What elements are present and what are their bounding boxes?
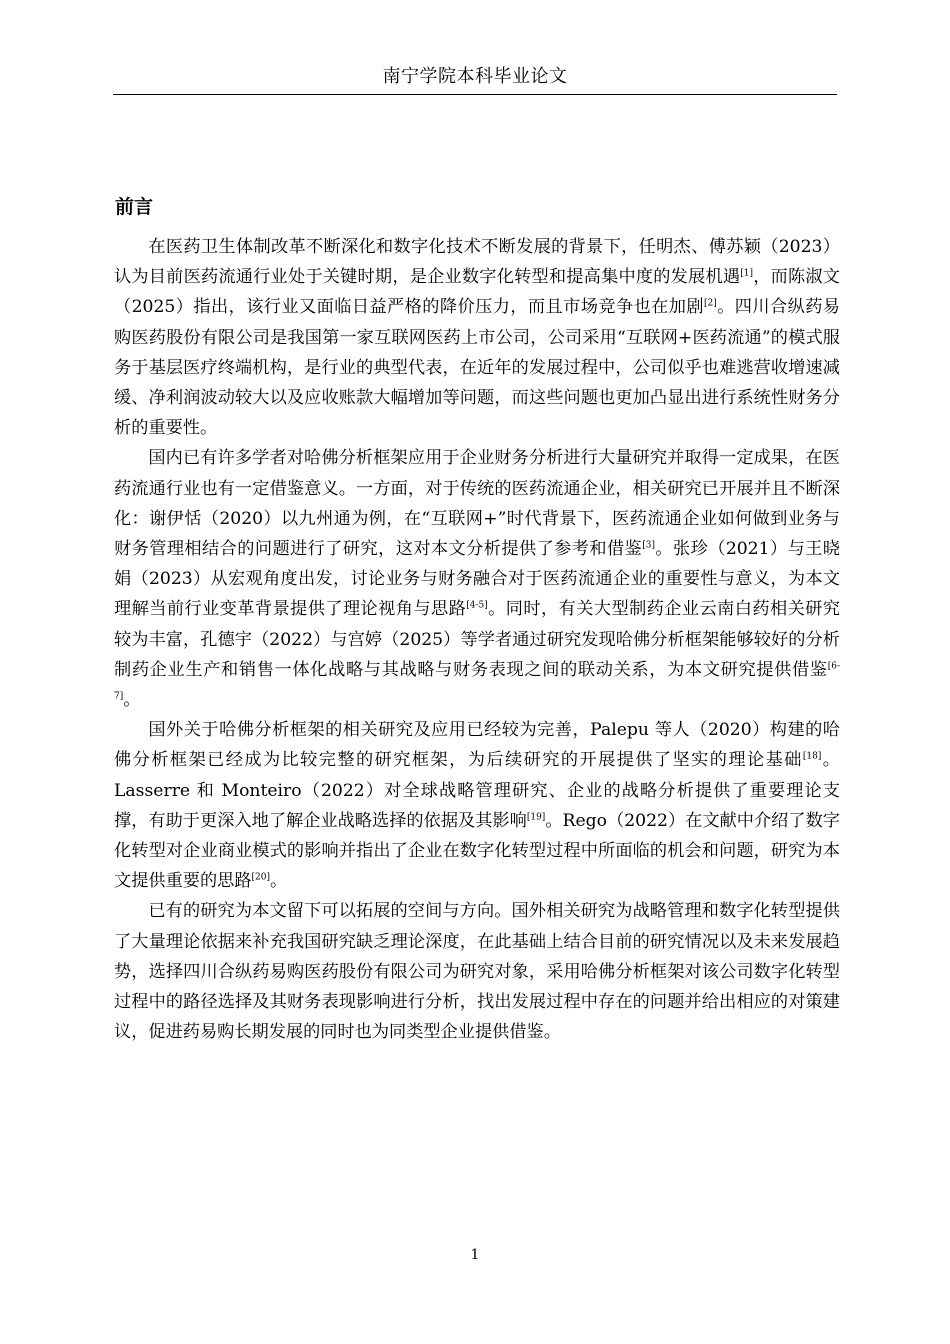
page-header [113, 62, 837, 95]
paragraph-text: 在医药卫生体制改革不断深化和数字化技术不断发展的背景下，任明杰、傅苏颖（2023）认为目前医药流通行业处于关键时期，是企业数字化转型和提高集中度的发展机遇 [114, 237, 840, 288]
citation-reference: [19] [526, 812, 546, 823]
paragraph [114, 443, 840, 715]
citation-reference: [3] [642, 540, 655, 551]
paragraph-text: 。Rego（2022）在文献中介绍了数字化转型对企业商业模式的影响并指出了企业在数字化转型过程中所面临的机会和问题，研究为本文提供重要的思路 [114, 810, 840, 892]
citation-reference: [6-7] [114, 661, 840, 702]
citation-reference: [18] [802, 751, 822, 762]
paragraph-text: 。同时，有关大型制药企业云南白药相关研究较为丰富，孔德宇（2022）与宫婷（2025）等学者通过研究发现哈佛分析框架能够较好的分析制药企业生产和销售一体化战略与其战略与财务表现之间的联动关系，为本文研究提供借鉴 [114, 599, 840, 680]
header-title: 南宁学院本科毕业论文 [382, 66, 568, 87]
paragraph-text: 。四川合纵药易购医药股份有限公司是我国第一家互联网医药上市公司，公司采用“互联网+医药流通”的模式服务于基层医疗终端机构，是行业的典型代表，在近年的发展过程中，公司似乎也难逃营收增速减缓、净利润波动较大以及应收账款大幅增加等问题，而这些问题也更加凸显出进行系统性财务分析的重要性。 [114, 297, 840, 439]
body-text [114, 232, 840, 1047]
paragraph-text: 国外关于哈佛分析框架的相关研究及应用已经较为完善，Palepu 等人（2020）构建的哈佛分析框架已经成为比较完整的研究框架，为后续研究的开展提供了坚实的理论基础 [114, 720, 840, 771]
citation-reference: [1] [740, 268, 753, 279]
citation-reference: [20] [251, 872, 270, 883]
paragraph-text: 已有的研究为本文留下可以拓展的空间与方向。国外相关研究为战略管理和数字化转型提供了大量理论依据来补充我国研究缺乏理论深度，在此基础上结合目前的研究情况以及未来发展趋势，选择四川合纵药易购医药股份有限公司为研究对象，采用哈佛分析框架对该公司数字化转型过程中的路径选择及其财务表现影响进行分析，找出发展过程中存在的问题并给出相应的对策建议，促进药易购长期发展的同时也为同类型企业提供借鉴。 [114, 901, 840, 1043]
paragraph [114, 896, 840, 1047]
page-number: 1 [470, 1247, 480, 1263]
section-title: 前言 [115, 196, 154, 218]
paragraph-text: 国内已有许多学者对哈佛分析框架应用于企业财务分析进行大量研究并取得一定成果，在医药流通行业也有一定借鉴意义。一方面，对于传统的医药流通企业，相关研究已开展并且不断深化：谢伊恬（2020）以九州通为例，在“互联网+”时代背景下，医药流通企业如何做到业务与财务管理相结合的问题进行了研究，这对本文分析提供了参考和借鉴 [114, 448, 840, 560]
paragraph-text: 。Lasserre 和 Monteiro（2022）对全球战略管理研究、企业的战略分析提供了重要理论支撑，有助于更深入地了解企业战略选择的依据及其影响 [114, 750, 840, 831]
paragraph-text: 。 [123, 690, 141, 711]
citation-reference: [2] [703, 298, 717, 309]
paragraph-text: 。张珍（2021）与王晓娟（2023）从宏观角度出发，讨论业务与财务融合对于医药流通企业的重要性与意义，为本文理解当前行业变革背景提供了理论视角与思路 [114, 539, 840, 620]
paragraph [114, 232, 840, 443]
citation-reference: [4-5] [466, 600, 488, 611]
paragraph-text: 。 [270, 871, 288, 892]
paragraph-text: ，而陈淑文（2025）指出，该行业又面临日益严格的降价压力，而且市场竞争也在加剧 [114, 267, 840, 318]
paragraph [114, 715, 840, 896]
